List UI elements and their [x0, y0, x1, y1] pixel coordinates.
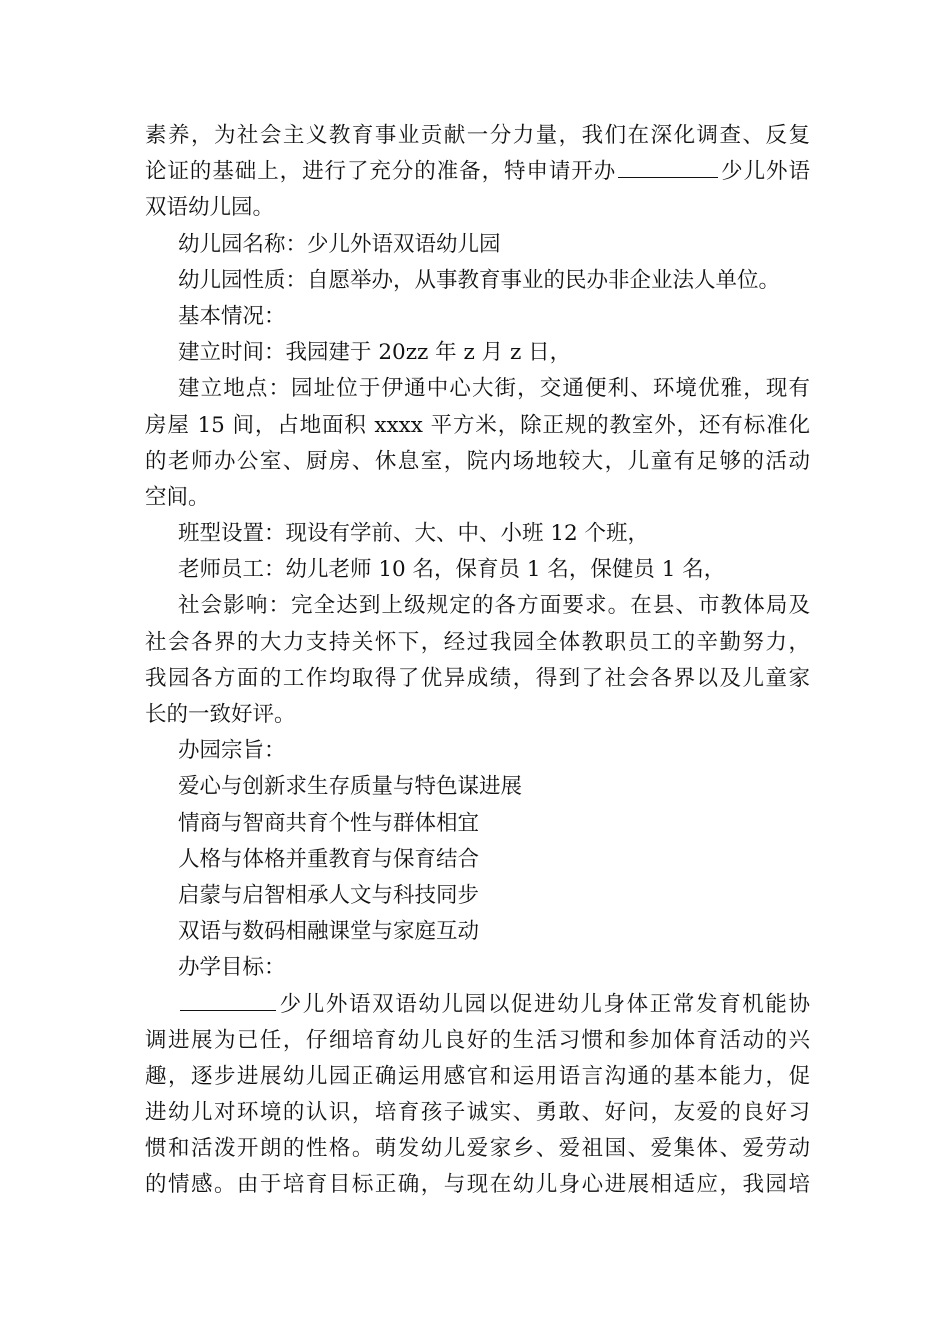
paragraph-line: 调进展为已任，仔细培育幼儿良好的生活习惯和参加体育活动的兴: [145, 1027, 810, 1053]
paragraph-line-with-blank: [145, 154, 810, 190]
paragraph-line: 社会影响：完全达到上级规定的各方面要求。在县、市教体局及: [178, 593, 810, 619]
founding-date: 建立时间：我园建于 20zz 年 z 月 z 日，: [178, 340, 572, 366]
line-text: 少儿外语双语幼儿园以促进幼儿身体正常发育机能协: [278, 991, 810, 1017]
line-text: 论证的基础上，进行了充分的准备，特申请开办: [145, 159, 617, 185]
line-text: 少儿外语: [720, 159, 810, 185]
section-heading: 办学目标：: [178, 955, 286, 981]
paragraph-line: 空间。: [145, 484, 210, 510]
paragraph-line: 房屋 15 间，占地面积 xxxx 平方米，除正规的教室外，还有标准化: [145, 412, 810, 438]
paragraph-line: 长的一致好评。: [145, 702, 296, 727]
paragraph-line: 双语幼儿园。: [145, 195, 275, 221]
document-body: [145, 118, 810, 1204]
motto-line: 人格与体格并重教育与保育结合: [178, 846, 480, 872]
fill-in-blank: [618, 156, 718, 179]
class-setup: 班型设置：现设有学前、大、中、小班 12 个班，: [178, 521, 650, 547]
section-heading: 办园宗旨：: [178, 738, 286, 764]
paragraph-line-with-blank: [145, 987, 810, 1023]
motto-line: 情商与智商共育个性与群体相宜: [178, 810, 480, 836]
motto-line: 启蒙与启智相承人文与科技同步: [178, 882, 480, 908]
paragraph-line: 我园各方面的工作均取得了优异成绩，得到了社会各界以及儿童家: [145, 665, 810, 691]
paragraph-line: 的老师办公室、厨房、休息室，院内场地较大，儿童有足够的活动: [145, 448, 810, 474]
kindergarten-nature: 幼儿园性质：自愿举办，从事教育事业的民办非企业法人单位。: [178, 267, 781, 293]
paragraph-line: 社会各界的大力支持关怀下，经过我园全体教职员工的辛勤努力，: [145, 629, 810, 655]
kindergarten-name: 幼儿园名称：少儿外语双语幼儿园: [178, 231, 501, 257]
motto-line: 双语与数码相融课堂与家庭互动: [178, 919, 480, 945]
paragraph-line: 的情感。由于培育目标正确，与现在幼儿身心进展相适应，我园培: [145, 1172, 810, 1198]
paragraph-line: 惯和活泼开朗的性格。萌发幼儿爱家乡、爱祖国、爱集体、爱劳动: [145, 1136, 810, 1162]
motto-line: 爱心与创新求生存质量与特色谋进展: [178, 774, 523, 800]
paragraph-line: 建立地点：园址位于伊通中心大街，交通便利、环境优雅，现有: [178, 376, 810, 402]
paragraph-line: 进幼儿对环境的认识，培育孩子诚实、勇敢、好问，友爱的良好习: [145, 1100, 810, 1126]
paragraph-line: 素养，为社会主义教育事业贡献一分力量，我们在深化调查、反复: [145, 123, 810, 148]
paragraph-line: 趣，逐步进展幼儿园正确运用感官和运用语言沟通的基本能力，促: [145, 1063, 810, 1089]
section-heading: 基本情况：: [178, 303, 286, 329]
staff-info: 老师员工：幼儿老师 10 名，保育员 1 名，保健员 1 名，: [178, 557, 726, 583]
fill-in-blank: [180, 988, 276, 1011]
